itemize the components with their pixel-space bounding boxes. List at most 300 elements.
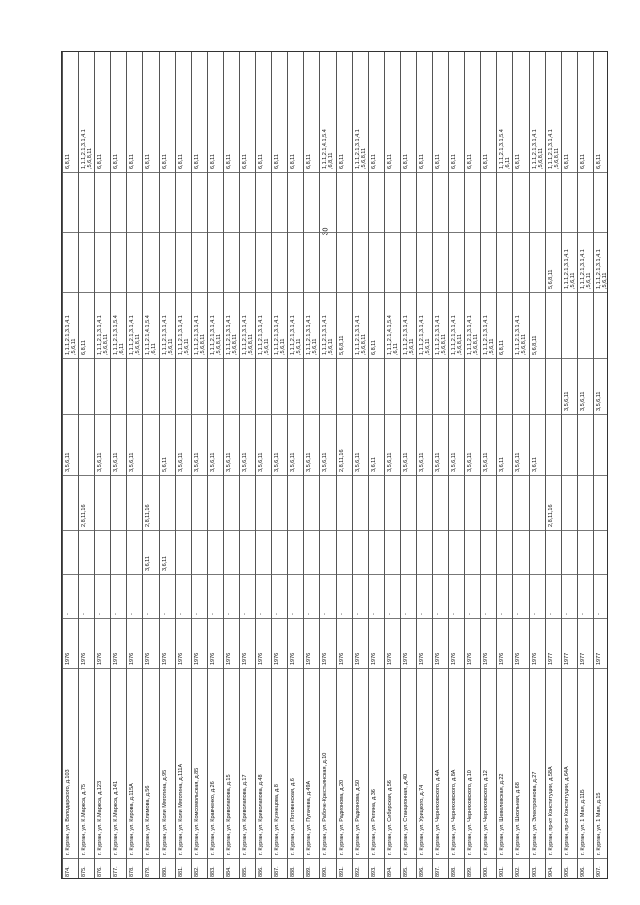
cell-c10: 5,6,8,11 [547, 269, 554, 289]
cell-c7: 3,5,6,11 [402, 452, 409, 472]
cell-addr: г. Курган, пр-кт Конституции, д.64А [563, 766, 570, 855]
cell-n: 900. [483, 866, 490, 877]
cell-c12: 6,8,11 [386, 154, 393, 169]
table-row [62, 52, 78, 878]
cell-n: 895. [402, 866, 409, 877]
cell-addr: г. Курган, ул. 1 Мая, д.15 [595, 792, 602, 855]
cell-c7: 3,5,6,11 [354, 452, 361, 472]
table-row [126, 52, 142, 878]
cell-c9: ,5,6,8,11 [135, 334, 142, 355]
cell-addr: г. Курган, ул. К.Маркса, д.75 [81, 784, 88, 855]
data-table [61, 51, 608, 879]
cell-c9: ,5,6,8,11 [247, 334, 254, 355]
cell-c10: ,5,6,11 [601, 272, 608, 289]
cell-c9: 6,8,11 [81, 340, 88, 355]
cell-n: 888. [290, 866, 297, 877]
cell-c12: 6,8,11 [467, 154, 474, 169]
table-row [159, 52, 175, 878]
cell-n: 906. [579, 866, 586, 877]
cell-c10: 1,1.1,2.1,3.1,4.1 [595, 249, 602, 289]
cell-year: 1976 [129, 652, 136, 665]
cell-addr: г. Курган, ул. Станционная, д.40 [402, 773, 409, 855]
cell-n: 886. [258, 866, 265, 877]
table-row [255, 52, 271, 878]
cell-addr: г. Курган, ул. Потовенская, д.6 [290, 778, 297, 855]
cell-c9: ,5,6,11 [167, 338, 174, 355]
cell-c12: 6,8,11 [595, 154, 602, 169]
cell-year: 1976 [306, 652, 313, 665]
table-row [78, 52, 94, 878]
cell-year: 1976 [65, 652, 71, 665]
cell-n: 893. [370, 866, 377, 877]
cell-c7: 3,5,6,11 [225, 452, 232, 472]
cell-c9: 1,1.1,2.1,3.1,4.1 [354, 315, 361, 355]
cell-c7: 3,5,6,11 [113, 452, 120, 472]
table-row [545, 52, 561, 878]
cell-year: 1976 [161, 652, 168, 665]
cell-year: 1976 [290, 652, 297, 665]
cell-c4: - [418, 613, 425, 615]
cell-n: 907. [595, 866, 602, 877]
cell-n: 904. [547, 866, 554, 877]
cell-n: 874. [65, 866, 71, 877]
cell-c7: 3,5,6,11 [435, 452, 442, 472]
cell-c9: 1,1.1,2.1,3.1,4.1 [258, 315, 265, 355]
cell-c12: 1,1.1,2.1,3.1,4.1 [81, 129, 88, 169]
cell-c9: ,5,6,11 [312, 338, 319, 355]
cell-year: 1976 [467, 652, 474, 665]
cell-c4: - [306, 613, 313, 615]
cell-c7: 3,5,6,11 [177, 452, 184, 472]
cell-c7: 3,5,6,11 [322, 452, 329, 472]
cell-addr: г. Курган, ул. Володарского, д.103 [65, 769, 71, 855]
cell-c4: - [145, 613, 152, 615]
table-row [529, 52, 545, 878]
cell-c12: 6,8,11 [97, 154, 104, 169]
cell-c12: 6,8,11 [193, 154, 200, 169]
cell-addr: г. Курган, ул. Криволапова, д.48 [258, 774, 265, 855]
table-row [561, 52, 577, 878]
cell-n: 875. [81, 866, 88, 877]
cell-c12: ,6,8,11 [328, 152, 335, 169]
cell-c4: - [81, 613, 88, 615]
cell-year: 1976 [258, 652, 265, 665]
cell-n: 905. [563, 866, 570, 877]
cell-n: 879. [145, 866, 152, 877]
cell-n: 884. [225, 866, 232, 877]
cell-c9: ,5,6,11 [280, 338, 287, 355]
cell-c4: - [193, 613, 200, 615]
cell-n: 876. [97, 866, 104, 877]
cell-c4: - [595, 613, 602, 615]
cell-year: 1976 [209, 652, 216, 665]
cell-c9: 1,1.1,2.1,3.1,4.1 [274, 315, 281, 355]
cell-year: 1977 [579, 652, 586, 665]
cell-c4: - [499, 613, 506, 615]
cell-addr: г. Курган, ул. Комсомольская, д.85 [193, 767, 200, 855]
cell-c7: 3,5,6,11 [241, 452, 248, 472]
cell-c4: - [322, 613, 329, 615]
cell-n: 899. [467, 866, 474, 877]
cell-addr: г. Курган, ул. Черняховского, д.12 [483, 770, 490, 855]
table-row [448, 52, 464, 878]
cell-year: 1977 [595, 652, 602, 665]
cell-c9: 6,8,11 [499, 340, 506, 355]
cell-c7: 2,8,11,16 [338, 449, 345, 472]
cell-c8: 3,5,6,11 [595, 391, 602, 411]
cell-c4: - [467, 613, 474, 615]
cell-year: 1977 [547, 652, 554, 665]
cell-c9: 1,1.1,2.1,3.1,4.1 [467, 315, 474, 355]
table-row [191, 52, 207, 878]
cell-c7: 3,6,11 [499, 457, 506, 472]
cell-c9: 1,1.1,2.1,3.1,4.1 [402, 315, 409, 355]
cell-c5: 3,6,11 [161, 556, 168, 571]
cell-c12: 6,8,11 [563, 154, 570, 169]
cell-c9: ,5,6,8,11 [231, 334, 238, 355]
cell-addr: г. Курган, ул. Черняховского, д.8А [451, 769, 458, 855]
cell-year: 1976 [274, 652, 281, 665]
cell-c9: 6,8,11 [370, 340, 377, 355]
cell-year: 1976 [531, 652, 538, 665]
cell-n: 898. [451, 866, 458, 877]
cell-c12: 6,8,11 [402, 154, 409, 169]
cell-c10: 1,1.1,2.1,3.1,4.1 [563, 249, 570, 289]
cell-c7: 5,6,11 [161, 457, 168, 472]
cell-c12: 1,1.1,2.1,3.1,5.4 [499, 129, 506, 169]
cell-c9: ,6,11 [119, 343, 126, 355]
cell-c4: - [483, 613, 490, 615]
cell-c9: 1,1.1,2.1,3.1,4.1 [435, 315, 442, 355]
cell-n: 890. [322, 866, 329, 877]
cell-addr: г. Курган, ул. Криволапова, д.15 [225, 774, 232, 855]
cell-addr: г. Курган, ул. Пугачева, д.49А [306, 780, 313, 855]
cell-c4: - [129, 613, 136, 615]
cell-c4: - [177, 613, 184, 615]
cell-c12: 6,8,11 [129, 154, 136, 169]
cell-c12: 6,8,11 [515, 154, 522, 169]
cell-c9: ,5,6,8,11 [457, 334, 464, 355]
cell-c4: - [531, 613, 538, 615]
table-row [496, 52, 512, 878]
cell-c4: - [547, 613, 554, 615]
cell-n: 877. [113, 866, 120, 877]
cell-c12: 6,8,11 [435, 154, 442, 169]
cell-c10: 1,1.1,2.1,3.1,4.1 [579, 249, 586, 289]
cell-addr: г. Курган, ул. Радионова, д.50 [354, 779, 361, 855]
cell-addr: г. Курган, ул. Урицкого, д.74 [418, 784, 425, 855]
cell-year: 1976 [193, 652, 200, 665]
cell-c9: 1,1.1,2.1,3.1,4.1 [290, 315, 297, 355]
cell-c4: - [338, 613, 345, 615]
cell-c7: 3,5,6,11 [306, 452, 313, 472]
cell-c12: ,5,6,8,11 [360, 148, 367, 169]
cell-c9: 1,1.1,2.1,3.1,4.1 [177, 315, 184, 355]
cell-c4: - [225, 613, 232, 615]
cell-n: 885. [241, 866, 248, 877]
table-row [416, 52, 432, 878]
table-row [432, 52, 448, 878]
cell-c9: 1,1.1,2.1,3.1,4.1 [322, 315, 329, 355]
cell-c9: 1,1.1,2.1,3.1,4.1 [209, 315, 216, 355]
cell-c7: 3,5,6,11 [65, 452, 71, 472]
cell-c12: 6,8,11 [274, 154, 281, 169]
table-row [400, 52, 416, 878]
cell-c12: 1,1.1,2.1,4.1,5.4 [322, 129, 329, 169]
cell-addr: г. Курган, ул. Рабоче-Крестьянская, д.10 [322, 752, 329, 855]
cell-c4: - [209, 613, 216, 615]
cell-c5: 3,6,11 [145, 556, 152, 571]
cell-year: 1976 [177, 652, 184, 665]
cell-c9: 5,6,8,11 [338, 335, 345, 355]
cell-c7: 3,5,6,11 [515, 452, 522, 472]
cell-c9: 5,6,8,11 [531, 335, 538, 355]
cell-year: 1976 [515, 652, 522, 665]
table-row [142, 52, 158, 878]
cell-c9: 1,1.1,2.1,3.1,4.1 [193, 315, 200, 355]
cell-year: 1976 [370, 652, 377, 665]
cell-c9: 1,1.1,2.1,3.1,4.1 [515, 315, 522, 355]
cell-c6: 2,8,11,16 [145, 504, 152, 527]
table-row [239, 52, 255, 878]
cell-c6: 2,8,11,16 [547, 504, 554, 527]
cell-c7: 3,5,6,11 [483, 452, 490, 472]
cell-year: 1976 [338, 652, 345, 665]
cell-addr: г. Курган, ул. Сибирская, д.56 [386, 780, 393, 855]
table-row [207, 52, 223, 878]
cell-c7: 3,5,6,11 [209, 452, 216, 472]
cell-c7: 3,6,11 [370, 457, 377, 472]
cell-c9: ,5,6,11 [264, 338, 271, 355]
table-row [175, 52, 191, 878]
cell-c12: ,5,6,8,11 [537, 148, 544, 169]
table-row [287, 52, 303, 878]
cell-c9: ,5,6,11 [296, 338, 303, 355]
cell-c12: 6,8,11 [113, 154, 120, 169]
cell-c9: ,6,11 [151, 343, 158, 355]
cell-c9: ,5,6,11 [328, 338, 335, 355]
cell-n: 883. [209, 866, 216, 877]
cell-addr: г. Курган, ул. Школьная, д.68 [515, 782, 522, 855]
cell-c9: 1,1.1,2.1,4.1,5.4 [145, 315, 152, 355]
cell-c12: 6,8,11 [177, 154, 184, 169]
cell-c12: 6,8,11 [145, 154, 152, 169]
table-row [94, 52, 110, 878]
cell-c4: - [354, 613, 361, 615]
cell-c6: 2,8,11,16 [81, 504, 88, 527]
cell-c9: ,5,6,11 [183, 338, 190, 355]
cell-c4: - [290, 613, 297, 615]
cell-addr: г. Курган, ул. Электроинова, д.27 [531, 771, 538, 855]
table-row [593, 52, 609, 878]
cell-c12: 6,8,11 [418, 154, 425, 169]
cell-c9: ,6,11 [392, 343, 399, 355]
cell-year: 1976 [418, 652, 425, 665]
cell-addr: г. Курган, ул. Кирова, д.115А [129, 783, 136, 855]
cell-c12: 6,8,11 [225, 154, 232, 169]
cell-addr: г. Курган, ул. К.Маркса, д.123 [97, 780, 104, 855]
cell-c4: - [370, 613, 377, 615]
cell-c12: 6,8,11 [451, 154, 458, 169]
cell-c7: 3,6,11 [531, 457, 538, 472]
cell-c12: 1,1.1,2.1,3.1,4.1 [531, 129, 538, 169]
cell-c9: ,5,6,8,11 [103, 334, 110, 355]
cell-year: 1976 [322, 652, 329, 665]
cell-year: 1976 [97, 652, 104, 665]
cell-c4: - [65, 613, 71, 615]
cell-year: 1976 [402, 652, 409, 665]
cell-year: 1976 [435, 652, 442, 665]
cell-n: 894. [386, 866, 393, 877]
table-row [352, 52, 368, 878]
cell-c7: 3,5,6,11 [193, 452, 200, 472]
cell-addr: г. Курган, ул. Репина, д.36 [370, 789, 377, 855]
table-row [271, 52, 287, 878]
cell-n: 882. [193, 866, 200, 877]
cell-c12: 6,8,11 [161, 154, 168, 169]
cell-c7: 3,5,6,11 [129, 452, 136, 472]
cell-c7: 3,5,6,11 [467, 452, 474, 472]
cell-year: 1976 [241, 652, 248, 665]
cell-addr: г. Курган, ул. 1 Мая, д.11Б [579, 789, 586, 855]
cell-c12: 6,8,11 [338, 154, 345, 169]
cell-addr: г. Курган, ул. Шевелевская, д.22 [499, 773, 506, 855]
cell-c4: - [386, 613, 393, 615]
cell-n: 881. [177, 866, 184, 877]
cell-c12: 6,8,11 [306, 154, 313, 169]
page-number: 30 [322, 227, 330, 236]
cell-c9: ,5,6,8,11 [215, 334, 222, 355]
cell-n: 901. [499, 866, 506, 877]
cell-c9: 1,1.1,2.1,3.1,4.1 [65, 315, 71, 355]
cell-c12: ,5,6,8,11 [553, 148, 560, 169]
cell-c10: ,5,6,11 [569, 272, 576, 289]
cell-c4: - [97, 613, 104, 615]
cell-c9: ,5,6,8,11 [473, 334, 480, 355]
cell-year: 1976 [499, 652, 506, 665]
table-row [384, 52, 400, 878]
cell-c10: ,5,6,11 [585, 272, 592, 289]
cell-addr: г. Курган, ул. Кузнецова, д.8 [274, 784, 281, 855]
cell-c9: 1,1.1,2.1,3.1,4.1 [306, 315, 313, 355]
cell-addr: г. Курган, ул. Коли Мяготина, д.95 [161, 769, 168, 855]
cell-c7: 3,5,6,11 [451, 452, 458, 472]
table-row [319, 52, 335, 878]
cell-c9: 1,1.1,2.1,3.1,5.4 [113, 315, 120, 355]
cell-c9: 1,1.1,2.1,3.1,4.1 [161, 315, 168, 355]
cell-year: 1976 [483, 652, 490, 665]
cell-n: 889. [306, 866, 313, 877]
cell-c12: 6,8,11 [241, 154, 248, 169]
cell-c4: - [161, 613, 168, 615]
cell-addr: г. Курган, ул. Черняховского, д.10 [467, 770, 474, 855]
cell-c7: 3,5,6,11 [274, 452, 281, 472]
cell-c9: 1,1.1,2.1,3.1,4.1 [451, 315, 458, 355]
cell-addr: г. Курган, ул. Криволапова, д.17 [241, 774, 248, 855]
cell-year: 1976 [354, 652, 361, 665]
cell-c9: 1,1.1,2.1,4.1,5.4 [386, 315, 393, 355]
cell-c9: 1,1.1,2.1,3.1,4.1 [129, 315, 136, 355]
cell-addr: г. Курган, ул. К.Маркса, д.141 [113, 780, 120, 855]
table-row [368, 52, 384, 878]
cell-c12: 6,8,11 [65, 154, 71, 169]
cell-c9: 1,1.1,2.1,3.1,4.1 [241, 315, 248, 355]
cell-addr: г. Курган, ул. Радионова, д.20 [338, 779, 345, 855]
cell-c12: ,5,6,8,11 [87, 148, 94, 169]
cell-c12: 6,8,11 [579, 154, 586, 169]
cell-c9: 1,1.1,2.1,3.1,4.1 [483, 315, 490, 355]
cell-c4: - [563, 613, 570, 615]
cell-addr: г. Курган, ул. Кравченко, д.26 [209, 781, 216, 855]
cell-n: 878. [129, 866, 136, 877]
cell-c9: ,5,6,8,11 [441, 334, 448, 355]
cell-addr: г. Курган, ул. Климова, д.56 [145, 785, 152, 855]
cell-c12: 6,8,11 [209, 154, 216, 169]
cell-n: 903. [531, 866, 538, 877]
cell-c4: - [451, 613, 458, 615]
cell-year: 1976 [386, 652, 393, 665]
cell-c12: 6,8,11 [258, 154, 265, 169]
cell-c9: ,5,6,11 [408, 338, 415, 355]
cell-n: 891. [338, 866, 345, 877]
cell-n: 892. [354, 866, 361, 877]
cell-c7: 3,5,6,11 [386, 452, 393, 472]
table-row [577, 52, 593, 878]
cell-year: 1977 [563, 652, 570, 665]
cell-c12: 6,8,11 [483, 154, 490, 169]
cell-c12: 6,8,11 [290, 154, 297, 169]
table-row [464, 52, 480, 878]
table-row [223, 52, 239, 878]
cell-n: 902. [515, 866, 522, 877]
cell-c4: - [241, 613, 248, 615]
cell-c9: ,5,6,8,11 [521, 334, 528, 355]
cell-year: 1976 [451, 652, 458, 665]
cell-year: 1976 [145, 652, 152, 665]
cell-c9: 1,1.1,2.1,3.1,4.1 [97, 315, 104, 355]
cell-c12: ,6,11 [505, 157, 512, 169]
table-row [480, 52, 496, 878]
cell-c8: 3,5,6,11 [563, 391, 570, 411]
cell-c4: - [402, 613, 409, 615]
cell-c9: ,5,6,8,11 [199, 334, 206, 355]
cell-c4: - [579, 613, 586, 615]
cell-c8: 3,5,6,11 [579, 391, 586, 411]
table-row [336, 52, 352, 878]
cell-c9: ,5,6,8,11 [360, 334, 367, 355]
cell-c4: - [113, 613, 120, 615]
cell-c4: - [258, 613, 265, 615]
cell-c4: - [435, 613, 442, 615]
cell-c9: 1,1.1,2.1,3.1,4.1 [225, 315, 232, 355]
cell-n: 896. [418, 866, 425, 877]
cell-c9: ,5,6,11 [71, 338, 77, 355]
table-row [110, 52, 126, 878]
cell-c12: 1,1.1,2.1,3.1,4.1 [354, 129, 361, 169]
cell-c12: 1,1.1,2.1,3.1,4.1 [547, 129, 554, 169]
cell-c7: 3,5,6,11 [290, 452, 297, 472]
cell-c7: 3,5,6,11 [97, 452, 104, 472]
cell-year: 1976 [81, 652, 88, 665]
cell-c7: 3,5,6,11 [258, 452, 265, 472]
cell-year: 1976 [113, 652, 120, 665]
cell-addr: г. Курган, ул. Черняховского, д.4А [435, 769, 442, 855]
cell-c4: - [274, 613, 281, 615]
cell-c9: ,5,6,11 [489, 338, 496, 355]
cell-c9: ,5,6,11 [424, 338, 431, 355]
cell-c12: 6,8,11 [370, 154, 377, 169]
cell-n: 897. [435, 866, 442, 877]
